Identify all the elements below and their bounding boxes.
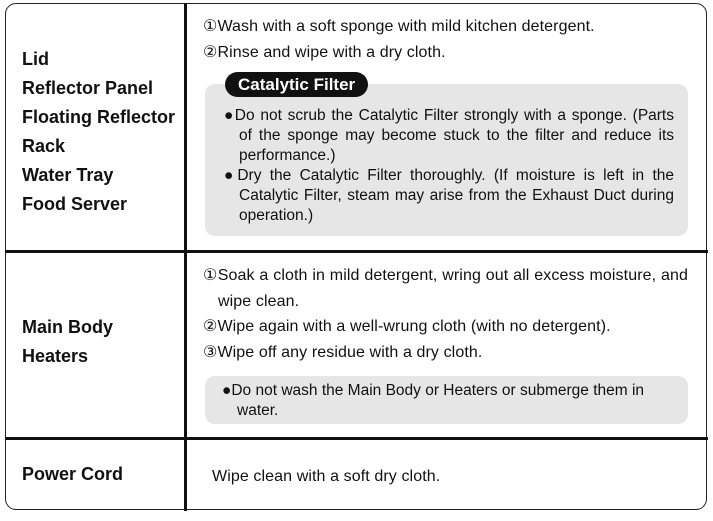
- note-item: ●Do not scrub the Catalytic Filter strongly with a sponge. (Parts of the sponge may become stuck to the filter and reduce its performance.): [224, 107, 674, 164]
- part-main-body: Main Body: [22, 317, 114, 337]
- part-floating-reflector: Floating Reflector: [22, 107, 176, 127]
- parts-list-row3: [22, 460, 123, 489]
- step-text: Wipe clean with a soft dry cloth.: [212, 468, 441, 485]
- part-heaters: Heaters: [22, 346, 89, 366]
- catalytic-filter-heading: Catalytic Filter: [225, 72, 368, 97]
- part-rack: Rack: [22, 136, 66, 156]
- steps-row2: [203, 263, 688, 365]
- part-water-tray: Water Tray: [22, 165, 114, 185]
- step-2: ②Wipe again with a well-wrung cloth (with no detergent).: [203, 318, 611, 335]
- part-reflector-panel: Reflector Panel: [22, 78, 154, 98]
- parts-list-row2: [22, 313, 113, 371]
- part-lid: Lid: [22, 49, 49, 69]
- step-1: ①Soak a cloth in mild detergent, wring out all excess moisture, and wipe clean.: [203, 267, 688, 310]
- column-divider: [184, 3, 187, 511]
- row-divider: [5, 250, 708, 253]
- note-item: ●Do not wash the Main Body or Heaters or submerge them in water.: [222, 382, 645, 419]
- main-body-notes: [222, 381, 677, 421]
- step-3: ③Wipe off any residue with a dry cloth.: [203, 343, 483, 361]
- part-food-server: Food Server: [22, 194, 128, 214]
- parts-list-row1: [22, 45, 175, 219]
- step-1: ①Wash with a soft sponge with mild kitchen detergent.: [203, 18, 595, 35]
- steps-row1: [203, 14, 595, 65]
- catalytic-filter-notes: [224, 106, 674, 226]
- part-power-cord: Power Cord: [22, 464, 124, 484]
- row-divider: [5, 437, 708, 440]
- step-2: ②Rinse and wipe with a dry cloth.: [203, 43, 446, 61]
- steps-row3: [212, 464, 440, 490]
- note-item: ●Dry the Catalytic Filter thoroughly. (If moisture is left in the Catalytic Filter, steam may arise from the Exhaust Duct during operation.): [224, 167, 674, 224]
